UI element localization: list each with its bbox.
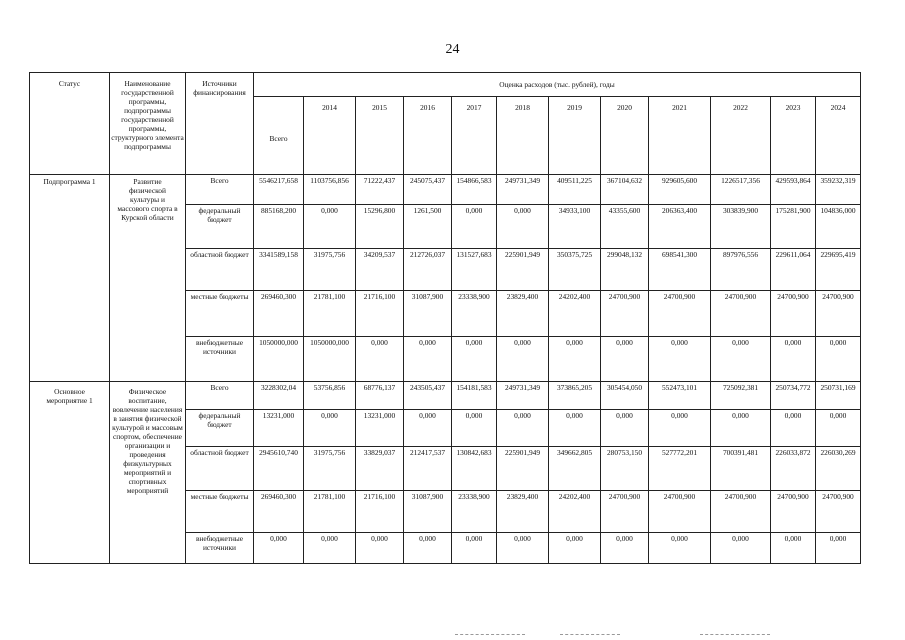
value-cell: 0,000 — [356, 533, 404, 564]
col-header: 2023 — [771, 97, 816, 175]
value-cell: 897976,556 — [711, 249, 771, 291]
value-cell: 34933,100 — [549, 205, 601, 249]
value-cell: 24700,900 — [601, 491, 649, 533]
value-cell: 229695,419 — [816, 249, 861, 291]
value-cell: 71222,437 — [356, 175, 404, 205]
value-cell: 24202,400 — [549, 291, 601, 337]
header-status: Статус — [30, 73, 110, 175]
value-cell: 175281,900 — [771, 205, 816, 249]
col-header: 2021 — [649, 97, 711, 175]
source-cell: федеральный бюджет — [186, 410, 254, 447]
value-cell: 0,000 — [304, 205, 356, 249]
value-cell: 104836,000 — [816, 205, 861, 249]
value-cell: 367104,632 — [601, 175, 649, 205]
source-cell: Всего — [186, 382, 254, 410]
value-cell: 212726,037 — [404, 249, 452, 291]
value-cell: 359232,319 — [816, 175, 861, 205]
value-cell: 53756,856 — [304, 382, 356, 410]
value-cell: 0,000 — [711, 533, 771, 564]
value-cell: 429593,864 — [771, 175, 816, 205]
value-cell: 249731,349 — [497, 382, 549, 410]
value-cell: 23338,900 — [452, 291, 497, 337]
header-sources: Источники финансирования — [186, 73, 254, 175]
header-name: Наименование государственной программы, подпрограммы государственной программы, структурного элемента подпрограммы — [110, 73, 186, 175]
value-cell: 0,000 — [601, 337, 649, 382]
row-name: Развитие физической культуры и массового спорта в Курской области — [110, 175, 186, 382]
value-cell: 373865,205 — [549, 382, 601, 410]
header-estimate: Оценка расходов (тыс. рублей), годы — [254, 73, 861, 97]
value-cell: 527772,201 — [649, 447, 711, 491]
value-cell: 24700,900 — [771, 291, 816, 337]
value-cell: 249731,349 — [497, 175, 549, 205]
value-cell: 226033,872 — [771, 447, 816, 491]
value-cell: 305454,050 — [601, 382, 649, 410]
table-row — [30, 175, 861, 205]
value-cell: 0,000 — [497, 205, 549, 249]
row-status: Подпрограмма 1 — [30, 175, 110, 382]
scan-artifact-line — [455, 634, 525, 636]
value-cell: 0,000 — [404, 337, 452, 382]
row-status: Основное мероприятие 1 — [30, 382, 110, 564]
value-cell: 0,000 — [649, 533, 711, 564]
value-cell: 15296,800 — [356, 205, 404, 249]
value-cell: 700391,481 — [711, 447, 771, 491]
value-cell: 23829,400 — [497, 291, 549, 337]
value-cell: 33829,037 — [356, 447, 404, 491]
value-cell: 31975,756 — [304, 447, 356, 491]
value-cell: 24700,900 — [711, 291, 771, 337]
col-header: 2018 — [497, 97, 549, 175]
value-cell: 21781,100 — [304, 491, 356, 533]
value-cell: 0,000 — [497, 410, 549, 447]
value-cell: 1226517,356 — [711, 175, 771, 205]
value-cell: 34209,537 — [356, 249, 404, 291]
col-header: 2020 — [601, 97, 649, 175]
value-cell: 23338,900 — [452, 491, 497, 533]
value-cell: 0,000 — [771, 337, 816, 382]
source-cell: федеральный бюджет — [186, 205, 254, 249]
value-cell: 269460,300 — [254, 491, 304, 533]
value-cell: 0,000 — [649, 410, 711, 447]
value-cell: 698541,300 — [649, 249, 711, 291]
value-cell: 24700,900 — [649, 291, 711, 337]
value-cell: 225901,949 — [497, 447, 549, 491]
value-cell: 0,000 — [404, 533, 452, 564]
value-cell: 206363,400 — [649, 205, 711, 249]
value-cell: 552473,101 — [649, 382, 711, 410]
value-cell: 3341589,158 — [254, 249, 304, 291]
value-cell: 43355,600 — [601, 205, 649, 249]
value-cell: 13231,000 — [356, 410, 404, 447]
value-cell: 0,000 — [452, 205, 497, 249]
value-cell: 250734,772 — [771, 382, 816, 410]
value-cell: 0,000 — [816, 337, 861, 382]
value-cell: 13231,000 — [254, 410, 304, 447]
value-cell: 154181,583 — [452, 382, 497, 410]
table-row — [30, 382, 861, 410]
value-cell: 0,000 — [304, 533, 356, 564]
value-cell: 24700,900 — [816, 291, 861, 337]
value-cell: 1050000,000 — [304, 337, 356, 382]
value-cell: 0,000 — [452, 533, 497, 564]
source-cell: внебюджетные источники — [186, 533, 254, 564]
source-cell: местные бюджеты — [186, 291, 254, 337]
value-cell: 885168,200 — [254, 205, 304, 249]
value-cell: 0,000 — [254, 533, 304, 564]
value-cell: 929605,600 — [649, 175, 711, 205]
value-cell: 31087,900 — [404, 491, 452, 533]
budget-table — [29, 72, 861, 564]
value-cell: 303839,900 — [711, 205, 771, 249]
value-cell: 3228302,04 — [254, 382, 304, 410]
value-cell: 350375,725 — [549, 249, 601, 291]
value-cell: 0,000 — [452, 337, 497, 382]
value-cell: 0,000 — [771, 410, 816, 447]
col-header: 2022 — [711, 97, 771, 175]
value-cell: 5546217,658 — [254, 175, 304, 205]
page-number: 24 — [445, 42, 460, 57]
value-cell: 0,000 — [304, 410, 356, 447]
value-cell: 31087,900 — [404, 291, 452, 337]
value-cell: 21781,100 — [304, 291, 356, 337]
value-cell: 0,000 — [649, 337, 711, 382]
value-cell: 0,000 — [356, 337, 404, 382]
col-header: 2024 — [816, 97, 861, 175]
value-cell: 2945610,740 — [254, 447, 304, 491]
value-cell: 0,000 — [601, 533, 649, 564]
value-cell: 299048,132 — [601, 249, 649, 291]
value-cell: 31975,756 — [304, 249, 356, 291]
value-cell: 0,000 — [549, 337, 601, 382]
value-cell: 0,000 — [816, 533, 861, 564]
value-cell: 0,000 — [601, 410, 649, 447]
source-cell: местные бюджеты — [186, 491, 254, 533]
value-cell: 24700,900 — [816, 491, 861, 533]
scan-artifact-line — [700, 634, 770, 636]
source-cell: областной бюджет — [186, 249, 254, 291]
value-cell: 0,000 — [497, 533, 549, 564]
col-header: Всего — [254, 97, 304, 175]
value-cell: 23829,400 — [497, 491, 549, 533]
source-cell: внебюджетные источники — [186, 337, 254, 382]
value-cell: 24700,900 — [711, 491, 771, 533]
value-cell: 225901,949 — [497, 249, 549, 291]
value-cell: 131527,683 — [452, 249, 497, 291]
value-cell: 212417,537 — [404, 447, 452, 491]
value-cell: 349662,805 — [549, 447, 601, 491]
value-cell: 725092,381 — [711, 382, 771, 410]
value-cell: 0,000 — [711, 337, 771, 382]
col-header: 2019 — [549, 97, 601, 175]
scan-artifact-line — [560, 634, 620, 636]
col-header: 2015 — [356, 97, 404, 175]
row-name: Физическое воспитание, вовлечение населения в занятия физической культурой и массовым спортом, обеспечение организации и проведения физкультурных мероприятий и спортивных мероприятий — [110, 382, 186, 564]
value-cell: 68776,137 — [356, 382, 404, 410]
value-cell: 1103756,856 — [304, 175, 356, 205]
value-cell: 0,000 — [549, 410, 601, 447]
value-cell: 1261,500 — [404, 205, 452, 249]
value-cell: 0,000 — [452, 410, 497, 447]
value-cell: 24202,400 — [549, 491, 601, 533]
value-cell: 130842,683 — [452, 447, 497, 491]
value-cell: 1050000,000 — [254, 337, 304, 382]
col-header: 2017 — [452, 97, 497, 175]
source-cell: Всего — [186, 175, 254, 205]
value-cell: 269460,300 — [254, 291, 304, 337]
value-cell: 21716,100 — [356, 491, 404, 533]
value-cell: 0,000 — [549, 533, 601, 564]
value-cell: 243505,437 — [404, 382, 452, 410]
value-cell: 0,000 — [771, 533, 816, 564]
value-cell: 21716,100 — [356, 291, 404, 337]
value-cell: 280753,150 — [601, 447, 649, 491]
col-header: 2016 — [404, 97, 452, 175]
value-cell: 250731,169 — [816, 382, 861, 410]
value-cell: 0,000 — [404, 410, 452, 447]
value-cell: 24700,900 — [771, 491, 816, 533]
source-cell: областной бюджет — [186, 447, 254, 491]
value-cell: 24700,900 — [649, 491, 711, 533]
value-cell: 0,000 — [497, 337, 549, 382]
value-cell: 154866,583 — [452, 175, 497, 205]
value-cell: 0,000 — [816, 410, 861, 447]
value-cell: 0,000 — [711, 410, 771, 447]
value-cell: 245075,437 — [404, 175, 452, 205]
value-cell: 226030,269 — [816, 447, 861, 491]
col-header: 2014 — [304, 97, 356, 175]
value-cell: 409511,225 — [549, 175, 601, 205]
value-cell: 229611,064 — [771, 249, 816, 291]
value-cell: 24700,900 — [601, 291, 649, 337]
